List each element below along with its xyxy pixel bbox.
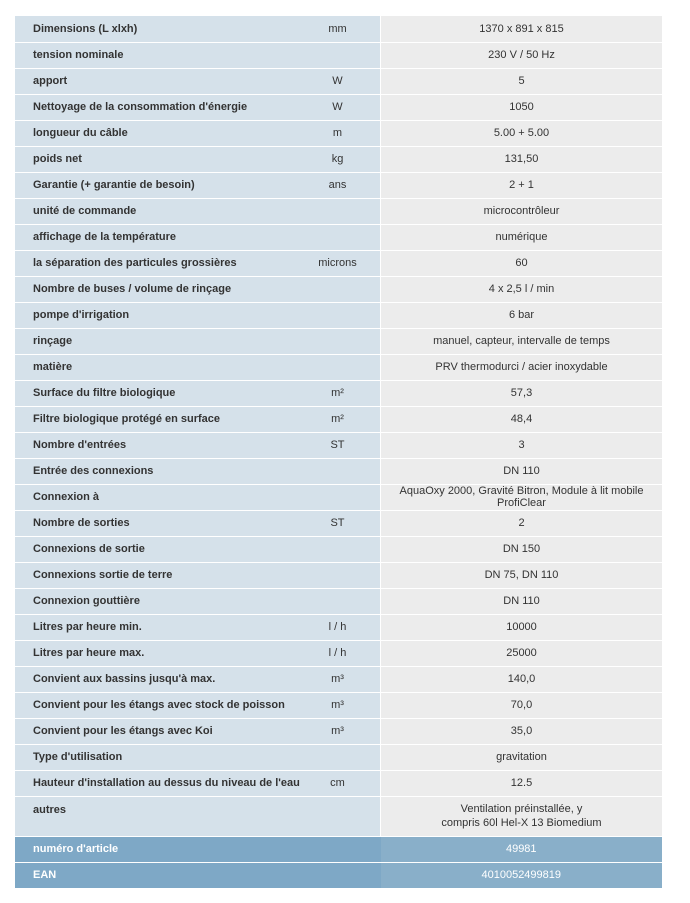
spec-value: 70,0 [381,692,663,718]
spec-value: gravitation [381,744,663,770]
spec-unit [313,562,381,588]
spec-unit: l / h [313,614,381,640]
spec-value: DN 150 [381,536,663,562]
spec-value: 131,50 [381,146,663,172]
spec-row [15,588,662,614]
spec-row [15,302,662,328]
spec-row [15,120,662,146]
spec-value: DN 110 [381,458,663,484]
footer-label: numéro d'article [15,836,381,862]
spec-row [15,406,662,432]
spec-label: Type d'utilisation [15,744,313,770]
spec-row [15,328,662,354]
spec-value: 1050 [381,94,663,120]
spec-value: 2 + 1 [381,172,663,198]
spec-row [15,614,662,640]
footer-label: EAN [15,862,381,888]
spec-value-line: Ventilation préinstallée, y [460,803,583,815]
spec-unit: ans [313,172,381,198]
spec-label: Litres par heure max. [15,640,313,666]
spec-value: 10000 [381,614,663,640]
spec-value: 1370 x 891 x 815 [381,16,663,42]
spec-label: matière [15,354,313,380]
spec-row [15,458,662,484]
spec-value: microcontrôleur [381,198,663,224]
spec-label: Convient pour les étangs avec stock de poisson [15,692,313,718]
spec-label: affichage de la température [15,224,313,250]
spec-row [15,796,662,836]
spec-label: Nombre d'entrées [15,432,313,458]
spec-unit [313,302,381,328]
spec-unit: W [313,94,381,120]
spec-unit [313,276,381,302]
spec-value: 230 V / 50 Hz [381,42,663,68]
spec-row [15,380,662,406]
spec-label: autres [15,796,313,836]
spec-unit [313,198,381,224]
spec-row [15,536,662,562]
spec-unit: m³ [313,692,381,718]
spec-label: tension nominale [15,42,313,68]
spec-unit: ST [313,510,381,536]
spec-value: 6 bar [381,302,663,328]
spec-label: Dimensions (L xlxh) [15,16,313,42]
spec-unit [313,744,381,770]
spec-value: 48,4 [381,406,663,432]
spec-row [15,354,662,380]
spec-label: Hauteur d'installation au dessus du niveau de l'eau [15,770,313,796]
spec-row [15,94,662,120]
spec-unit [313,328,381,354]
spec-row [15,198,662,224]
spec-label: Connexions de sortie [15,536,313,562]
spec-row [15,146,662,172]
spec-value: 57,3 [381,380,663,406]
spec-label: Connexion à [15,484,313,510]
spec-row [15,224,662,250]
spec-row [15,276,662,302]
spec-unit [313,42,381,68]
spec-value: numérique [381,224,663,250]
spec-row [15,68,662,94]
spec-unit: microns [313,250,381,276]
spec-value: 5 [381,68,663,94]
spec-label: Nombre de buses / volume de rinçage [15,276,313,302]
spec-unit [313,224,381,250]
spec-label: Connexion gouttière [15,588,313,614]
spec-value: 60 [381,250,663,276]
spec-label: Entrée des connexions [15,458,313,484]
spec-unit: mm [313,16,381,42]
spec-label: Nombre de sorties [15,510,313,536]
spec-row [15,744,662,770]
footer-value: 49981 [381,836,663,862]
ean-row [15,862,662,888]
spec-table-body [15,16,662,888]
spec-label: Garantie (+ garantie de besoin) [15,172,313,198]
spec-unit: m [313,120,381,146]
spec-unit [313,354,381,380]
spec-value: PRV thermodurci / acier inoxydable [381,354,663,380]
spec-row [15,42,662,68]
spec-label: pompe d'irrigation [15,302,313,328]
spec-label: apport [15,68,313,94]
spec-unit: l / h [313,640,381,666]
spec-label: Litres par heure min. [15,614,313,640]
spec-row [15,510,662,536]
spec-label: Filtre biologique protégé en surface [15,406,313,432]
spec-value: DN 110 [381,588,663,614]
spec-value [381,796,663,836]
spec-row [15,692,662,718]
spec-label: Surface du filtre biologique [15,380,313,406]
spec-row [15,16,662,42]
spec-row [15,172,662,198]
spec-unit: m² [313,380,381,406]
footer-value: 4010052499819 [381,862,663,888]
spec-label: Convient pour les étangs avec Koi [15,718,313,744]
spec-label: Nettoyage de la consommation d'énergie [15,94,313,120]
spec-row [15,666,662,692]
spec-unit: m³ [313,718,381,744]
spec-value-line: compris 60l Hel-X 13 Biomedium [441,817,602,829]
spec-unit: m³ [313,666,381,692]
spec-row [15,250,662,276]
spec-unit: m² [313,406,381,432]
spec-row [15,640,662,666]
spec-row [15,718,662,744]
spec-label: longueur du câble [15,120,313,146]
spec-label: Convient aux bassins jusqu'à max. [15,666,313,692]
spec-unit: ST [313,432,381,458]
spec-unit: kg [313,146,381,172]
spec-value: 12.5 [381,770,663,796]
spec-value: manuel, capteur, intervalle de temps [381,328,663,354]
spec-unit [313,536,381,562]
spec-label: Connexions sortie de terre [15,562,313,588]
spec-value: 3 [381,432,663,458]
spec-label: poids net [15,146,313,172]
spec-value: 4 x 2,5 l / min [381,276,663,302]
spec-unit: cm [313,770,381,796]
spec-row [15,770,662,796]
spec-value: 5.00 + 5.00 [381,120,663,146]
spec-label: la séparation des particules grossières [15,250,313,276]
spec-label: unité de commande [15,198,313,224]
spec-unit [313,484,381,510]
spec-value: 25000 [381,640,663,666]
spec-row [15,432,662,458]
spec-label: rinçage [15,328,313,354]
article-number-row [15,836,662,862]
spec-unit: W [313,68,381,94]
spec-table [15,16,662,889]
spec-value: 2 [381,510,663,536]
spec-value: DN 75, DN 110 [381,562,663,588]
spec-unit [313,796,381,836]
spec-value: AquaOxy 2000, Gravité Bitron, Module à lit mobile ProfiClear [381,484,663,510]
spec-unit [313,588,381,614]
spec-row [15,484,662,510]
spec-value: 140,0 [381,666,663,692]
spec-unit [313,458,381,484]
spec-value: 35,0 [381,718,663,744]
spec-row [15,562,662,588]
